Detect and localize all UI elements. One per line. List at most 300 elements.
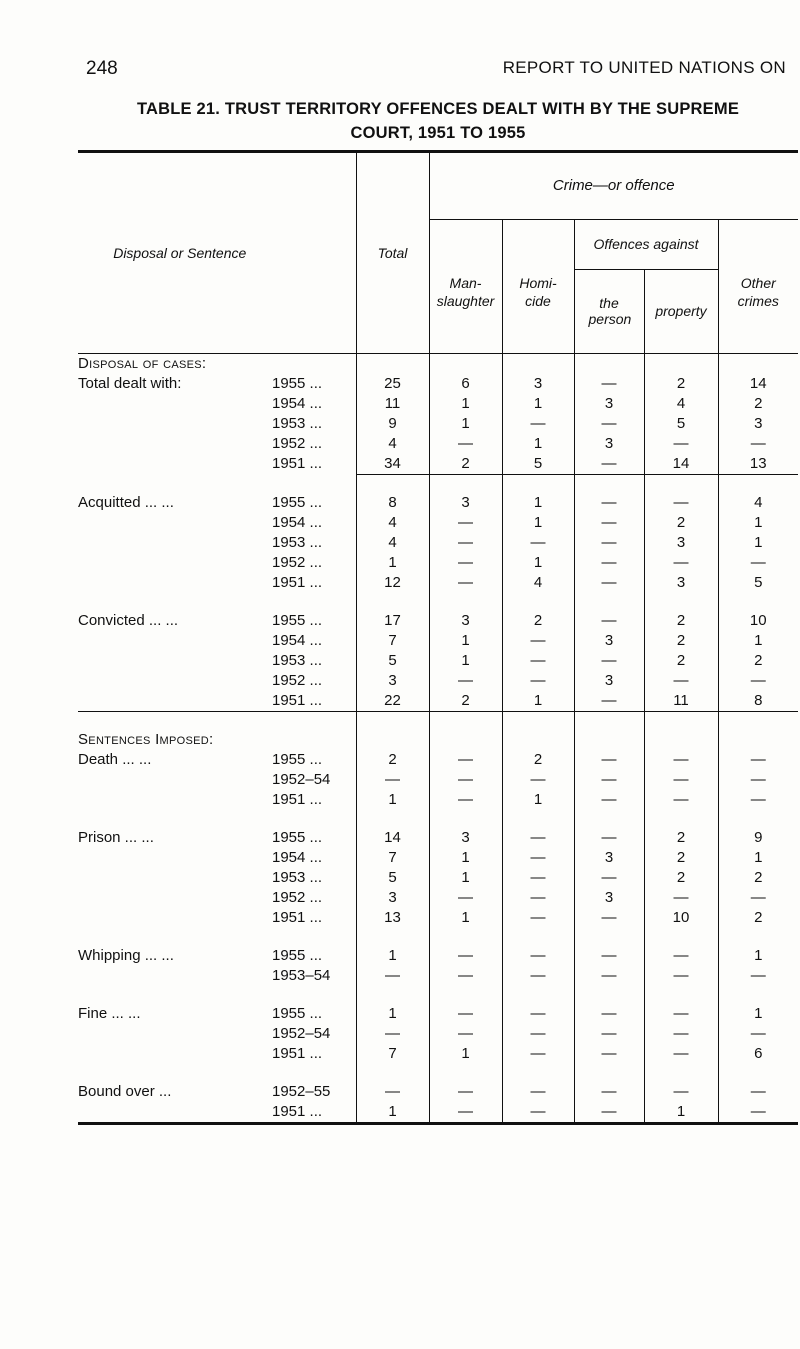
cell-homicide: — xyxy=(502,651,574,671)
cell-other: — xyxy=(718,434,798,454)
table-row xyxy=(78,1082,798,1102)
spacer-cell xyxy=(356,474,429,493)
cell-manslaughter: — xyxy=(429,888,502,908)
table-row xyxy=(78,513,798,533)
spacer-cell xyxy=(718,1064,798,1082)
cell-property: 2 xyxy=(644,651,718,671)
spacer-cell xyxy=(718,593,798,611)
cell-manslaughter: 1 xyxy=(429,868,502,888)
spacer-row xyxy=(78,474,798,493)
cell-property: 2 xyxy=(644,513,718,533)
row-stub xyxy=(78,908,356,928)
cell-homicide: — xyxy=(502,631,574,651)
table-row xyxy=(78,848,798,868)
row-year: 1952–54 xyxy=(272,770,331,788)
row-year: 1955 ... xyxy=(272,611,323,629)
header-person: the person xyxy=(574,269,644,353)
cell-property: — xyxy=(644,671,718,691)
cell-other: 2 xyxy=(718,394,798,414)
cell-homicide: — xyxy=(502,828,574,848)
cell-manslaughter: 1 xyxy=(429,1044,502,1064)
cell-total: 13 xyxy=(356,908,429,928)
row-stub xyxy=(78,651,356,671)
spacer-cell xyxy=(574,810,644,828)
cell-total: 12 xyxy=(356,573,429,593)
spacer-cell xyxy=(429,1064,502,1082)
table-row xyxy=(78,691,798,712)
cell-manslaughter: — xyxy=(429,553,502,573)
cell-homicide: — xyxy=(502,888,574,908)
spacer-cell xyxy=(574,986,644,1004)
table-title-line-1: TABLE 21. TRUST TERRITORY OFFENCES DEALT WITH BY THE SUPREME xyxy=(136,100,740,118)
cell-homicide: 1 xyxy=(502,493,574,513)
spacer-cell xyxy=(502,593,574,611)
cell-homicide: — xyxy=(502,908,574,928)
cell-property: 2 xyxy=(644,868,718,888)
cell-person: — xyxy=(574,454,644,475)
group-label: Acquitted ... ... xyxy=(78,493,174,511)
spacer-cell xyxy=(644,474,718,493)
cell-person: — xyxy=(574,573,644,593)
cell-total: 5 xyxy=(356,651,429,671)
spacer-cell xyxy=(356,593,429,611)
cell-property: 14 xyxy=(644,454,718,475)
row-stub xyxy=(78,770,356,790)
cell-other: 2 xyxy=(718,908,798,928)
row-stub xyxy=(78,611,356,631)
cell-person: — xyxy=(574,868,644,888)
row-year: 1954 ... xyxy=(272,631,323,649)
cell-homicide: 2 xyxy=(502,750,574,770)
row-year: 1955 ... xyxy=(272,374,323,392)
cell-person: — xyxy=(574,1004,644,1024)
row-stub xyxy=(78,868,356,888)
cell-manslaughter: — xyxy=(429,513,502,533)
table-row xyxy=(78,434,798,454)
cell-person: — xyxy=(574,770,644,790)
row-year: 1951 ... xyxy=(272,1102,323,1120)
cell-manslaughter: — xyxy=(429,1024,502,1044)
cell-homicide: — xyxy=(502,848,574,868)
empty-cell xyxy=(718,353,798,374)
cell-total: — xyxy=(356,1024,429,1044)
cell-person: — xyxy=(574,513,644,533)
row-stub xyxy=(78,946,356,966)
row-year: 1953 ... xyxy=(272,868,323,886)
row-stub xyxy=(78,553,356,573)
table-row xyxy=(78,414,798,434)
table-row xyxy=(78,553,798,573)
cell-person: — xyxy=(574,750,644,770)
cell-manslaughter: 6 xyxy=(429,374,502,394)
table-row xyxy=(78,374,798,394)
cell-property: — xyxy=(644,946,718,966)
cell-property: 3 xyxy=(644,573,718,593)
cell-property: — xyxy=(644,493,718,513)
cell-manslaughter: 1 xyxy=(429,651,502,671)
cell-total: 4 xyxy=(356,533,429,553)
spacer-cell xyxy=(502,474,574,493)
row-stub xyxy=(78,1004,356,1024)
cell-manslaughter: 1 xyxy=(429,631,502,651)
row-year: 1955 ... xyxy=(272,1004,323,1022)
table-row xyxy=(78,671,798,691)
offences-table xyxy=(78,153,798,1122)
cell-property: 3 xyxy=(644,533,718,553)
cell-total: 3 xyxy=(356,671,429,691)
table-row xyxy=(78,790,798,810)
cell-manslaughter: 1 xyxy=(429,414,502,434)
cell-property: — xyxy=(644,790,718,810)
spacer-cell xyxy=(644,711,718,730)
spacer-cell xyxy=(78,928,356,946)
spacer-cell xyxy=(718,928,798,946)
cell-property: 1 xyxy=(644,1102,718,1122)
cell-total: 17 xyxy=(356,611,429,631)
cell-homicide: — xyxy=(502,1024,574,1044)
cell-person: 3 xyxy=(574,671,644,691)
cell-homicide: 1 xyxy=(502,553,574,573)
cell-homicide: — xyxy=(502,671,574,691)
header-offences-against: Offences against xyxy=(574,219,718,269)
header-homicide-text: Homi-cide xyxy=(519,275,557,309)
cell-total: 9 xyxy=(356,414,429,434)
cell-property: 2 xyxy=(644,611,718,631)
row-year: 1951 ... xyxy=(272,454,323,472)
cell-property: 4 xyxy=(644,394,718,414)
row-stub xyxy=(78,493,356,513)
spacer-cell xyxy=(502,711,574,730)
table-row xyxy=(78,394,798,414)
row-stub xyxy=(78,750,356,770)
spacer-cell xyxy=(574,593,644,611)
cell-homicide: 1 xyxy=(502,434,574,454)
row-stub xyxy=(78,513,356,533)
cell-manslaughter: 2 xyxy=(429,691,502,712)
empty-cell xyxy=(429,730,502,750)
spacer-cell xyxy=(502,928,574,946)
cell-person: 3 xyxy=(574,631,644,651)
spacer-cell xyxy=(718,711,798,730)
spacer-cell xyxy=(644,593,718,611)
table-row xyxy=(78,573,798,593)
group-label: Convicted ... ... xyxy=(78,611,179,629)
table-bottom-rule xyxy=(78,1122,798,1125)
row-year: 1954 ... xyxy=(272,513,323,531)
cell-other: 10 xyxy=(718,611,798,631)
section-heading-row xyxy=(78,730,798,750)
table-row xyxy=(78,493,798,513)
cell-other: 5 xyxy=(718,573,798,593)
cell-homicide: — xyxy=(502,966,574,986)
cell-property: — xyxy=(644,434,718,454)
header-disposal: Disposal or Sentence xyxy=(78,153,356,353)
spacer-row xyxy=(78,810,798,828)
row-year: 1953 ... xyxy=(272,533,323,551)
empty-cell xyxy=(644,353,718,374)
cell-total: 3 xyxy=(356,888,429,908)
row-year: 1953 ... xyxy=(272,414,323,432)
cell-manslaughter: — xyxy=(429,573,502,593)
empty-cell xyxy=(356,730,429,750)
cell-manslaughter: 1 xyxy=(429,848,502,868)
empty-cell xyxy=(574,353,644,374)
cell-total: 7 xyxy=(356,848,429,868)
row-year: 1951 ... xyxy=(272,908,323,926)
row-stub xyxy=(78,966,356,986)
row-year: 1952 ... xyxy=(272,888,323,906)
cell-total: 11 xyxy=(356,394,429,414)
spacer-cell xyxy=(574,711,644,730)
empty-cell xyxy=(574,730,644,750)
cell-other: — xyxy=(718,553,798,573)
running-head: REPORT TO UNITED NATIONS ON xyxy=(502,58,786,77)
row-year: 1955 ... xyxy=(272,750,323,768)
cell-other: 1 xyxy=(718,1004,798,1024)
cell-other: 13 xyxy=(718,454,798,475)
table-row xyxy=(78,533,798,553)
cell-other: 9 xyxy=(718,828,798,848)
spacer-cell xyxy=(574,474,644,493)
cell-total: 22 xyxy=(356,691,429,712)
cell-person: — xyxy=(574,828,644,848)
cell-manslaughter: 1 xyxy=(429,908,502,928)
header-other-crimes-text: Other crimes xyxy=(737,275,779,309)
table-row xyxy=(78,750,798,770)
row-year: 1954 ... xyxy=(272,848,323,866)
spacer-cell xyxy=(429,474,502,493)
cell-other: — xyxy=(718,770,798,790)
section-heading-row xyxy=(78,353,798,374)
row-year: 1953–54 xyxy=(272,966,331,984)
cell-property: 2 xyxy=(644,848,718,868)
spacer-cell xyxy=(718,474,798,493)
cell-property: 2 xyxy=(644,828,718,848)
cell-manslaughter: — xyxy=(429,1082,502,1102)
row-stub xyxy=(78,790,356,810)
cell-other: — xyxy=(718,966,798,986)
cell-other: 6 xyxy=(718,1044,798,1064)
cell-person: 3 xyxy=(574,848,644,868)
cell-total: 7 xyxy=(356,631,429,651)
offences-table-wrapper xyxy=(78,150,798,1125)
group-label: Death ... ... xyxy=(78,750,152,768)
cell-manslaughter: — xyxy=(429,790,502,810)
cell-homicide: — xyxy=(502,868,574,888)
group-label: Total dealt with: xyxy=(78,374,182,392)
row-year: 1952–55 xyxy=(272,1082,331,1100)
cell-person: — xyxy=(574,553,644,573)
spacer-row xyxy=(78,1064,798,1082)
cell-total: 8 xyxy=(356,493,429,513)
cell-total: 4 xyxy=(356,434,429,454)
empty-cell xyxy=(502,353,574,374)
cell-total: — xyxy=(356,770,429,790)
cell-homicide: 1 xyxy=(502,691,574,712)
cell-total: 1 xyxy=(356,946,429,966)
cell-other: 1 xyxy=(718,631,798,651)
cell-manslaughter: 3 xyxy=(429,493,502,513)
cell-total: 1 xyxy=(356,553,429,573)
cell-manslaughter: 3 xyxy=(429,828,502,848)
row-stub xyxy=(78,828,356,848)
header-homicide xyxy=(502,219,574,353)
cell-property: 2 xyxy=(644,631,718,651)
cell-other: 2 xyxy=(718,651,798,671)
cell-person: — xyxy=(574,691,644,712)
cell-homicide: — xyxy=(502,533,574,553)
table-row xyxy=(78,651,798,671)
cell-total: — xyxy=(356,1082,429,1102)
row-stub xyxy=(78,631,356,651)
cell-total: 5 xyxy=(356,868,429,888)
row-year: 1954 ... xyxy=(272,394,323,412)
spacer-cell xyxy=(356,711,429,730)
cell-property: — xyxy=(644,1044,718,1064)
group-label: Prison ... ... xyxy=(78,828,154,846)
cell-manslaughter: — xyxy=(429,966,502,986)
cell-homicide: — xyxy=(502,946,574,966)
cell-homicide: 1 xyxy=(502,790,574,810)
cell-person: — xyxy=(574,1044,644,1064)
group-label: Fine ... ... xyxy=(78,1004,141,1022)
cell-homicide: — xyxy=(502,770,574,790)
table-row xyxy=(78,770,798,790)
row-stub xyxy=(78,1082,356,1102)
spacer-cell xyxy=(644,1064,718,1082)
row-stub xyxy=(78,691,356,712)
spacer-cell xyxy=(644,986,718,1004)
cell-homicide: 4 xyxy=(502,573,574,593)
table-row xyxy=(78,946,798,966)
cell-other: 1 xyxy=(718,533,798,553)
cell-person: — xyxy=(574,790,644,810)
cell-total: 14 xyxy=(356,828,429,848)
cell-other: 4 xyxy=(718,493,798,513)
row-stub xyxy=(78,434,356,454)
cell-person: — xyxy=(574,966,644,986)
cell-other: 1 xyxy=(718,848,798,868)
section-heading: Sentences Imposed: xyxy=(78,730,214,748)
cell-other: 1 xyxy=(718,513,798,533)
cell-property: — xyxy=(644,966,718,986)
cell-other: 2 xyxy=(718,868,798,888)
table-row xyxy=(78,454,798,475)
cell-other: 14 xyxy=(718,374,798,394)
cell-total: 1 xyxy=(356,1004,429,1024)
spacer-cell xyxy=(429,593,502,611)
cell-total: 2 xyxy=(356,750,429,770)
header-manslaughter-text: Man-slaughter xyxy=(436,275,495,309)
row-year: 1955 ... xyxy=(272,946,323,964)
cell-person: — xyxy=(574,1102,644,1122)
spacer-cell xyxy=(78,593,356,611)
cell-homicide: 1 xyxy=(502,394,574,414)
header-total: Total xyxy=(356,153,429,353)
cell-person: — xyxy=(574,414,644,434)
table-title-line-2: COURT, 1951 TO 1955 xyxy=(350,124,526,142)
table-title xyxy=(78,97,798,145)
cell-homicide: — xyxy=(502,1102,574,1122)
cell-homicide: 1 xyxy=(502,513,574,533)
cell-other: — xyxy=(718,671,798,691)
spacer-cell xyxy=(78,986,356,1004)
cell-person: 3 xyxy=(574,434,644,454)
spacer-cell xyxy=(78,810,356,828)
spacer-cell xyxy=(502,986,574,1004)
cell-property: 5 xyxy=(644,414,718,434)
cell-homicide: 2 xyxy=(502,611,574,631)
cell-property: — xyxy=(644,1024,718,1044)
spacer-cell xyxy=(356,1064,429,1082)
cell-property: — xyxy=(644,770,718,790)
cell-manslaughter: 2 xyxy=(429,454,502,475)
table-row xyxy=(78,1004,798,1024)
cell-property: 2 xyxy=(644,374,718,394)
cell-other: — xyxy=(718,790,798,810)
cell-total: 1 xyxy=(356,1102,429,1122)
table-row xyxy=(78,611,798,631)
spacer-cell xyxy=(718,810,798,828)
cell-manslaughter: — xyxy=(429,770,502,790)
row-year: 1955 ... xyxy=(272,828,323,846)
spacer-cell xyxy=(356,986,429,1004)
cell-homicide: — xyxy=(502,1082,574,1102)
cell-property: — xyxy=(644,888,718,908)
spacer-cell xyxy=(429,810,502,828)
row-year: 1952 ... xyxy=(272,434,323,452)
table-row xyxy=(78,1044,798,1064)
cell-property: 11 xyxy=(644,691,718,712)
row-stub xyxy=(78,374,356,394)
table-row xyxy=(78,828,798,848)
cell-property: — xyxy=(644,1004,718,1024)
header-property: property xyxy=(644,269,718,353)
cell-person: — xyxy=(574,611,644,631)
spacer-cell xyxy=(429,928,502,946)
spacer-cell xyxy=(574,1064,644,1082)
cell-property: — xyxy=(644,553,718,573)
page-number: 248 xyxy=(86,58,118,79)
spacer-cell xyxy=(644,928,718,946)
cell-person: — xyxy=(574,533,644,553)
cell-person: — xyxy=(574,908,644,928)
cell-total: — xyxy=(356,966,429,986)
section-heading: Disposal of cases: xyxy=(78,354,207,372)
cell-manslaughter: — xyxy=(429,750,502,770)
table-header xyxy=(78,153,798,353)
row-stub xyxy=(78,671,356,691)
spacer-row xyxy=(78,986,798,1004)
cell-property: — xyxy=(644,1082,718,1102)
spacer-row xyxy=(78,928,798,946)
spacer-cell xyxy=(356,928,429,946)
cell-person: 3 xyxy=(574,888,644,908)
empty-cell xyxy=(718,730,798,750)
cell-manslaughter: — xyxy=(429,434,502,454)
cell-other: 1 xyxy=(718,946,798,966)
row-stub xyxy=(78,394,356,414)
cell-person: — xyxy=(574,1024,644,1044)
row-stub xyxy=(78,414,356,434)
table-row xyxy=(78,1024,798,1044)
cell-manslaughter: 3 xyxy=(429,611,502,631)
cell-manslaughter: — xyxy=(429,1102,502,1122)
table-row xyxy=(78,908,798,928)
spacer-cell xyxy=(356,810,429,828)
cell-property: — xyxy=(644,750,718,770)
cell-other: — xyxy=(718,1024,798,1044)
